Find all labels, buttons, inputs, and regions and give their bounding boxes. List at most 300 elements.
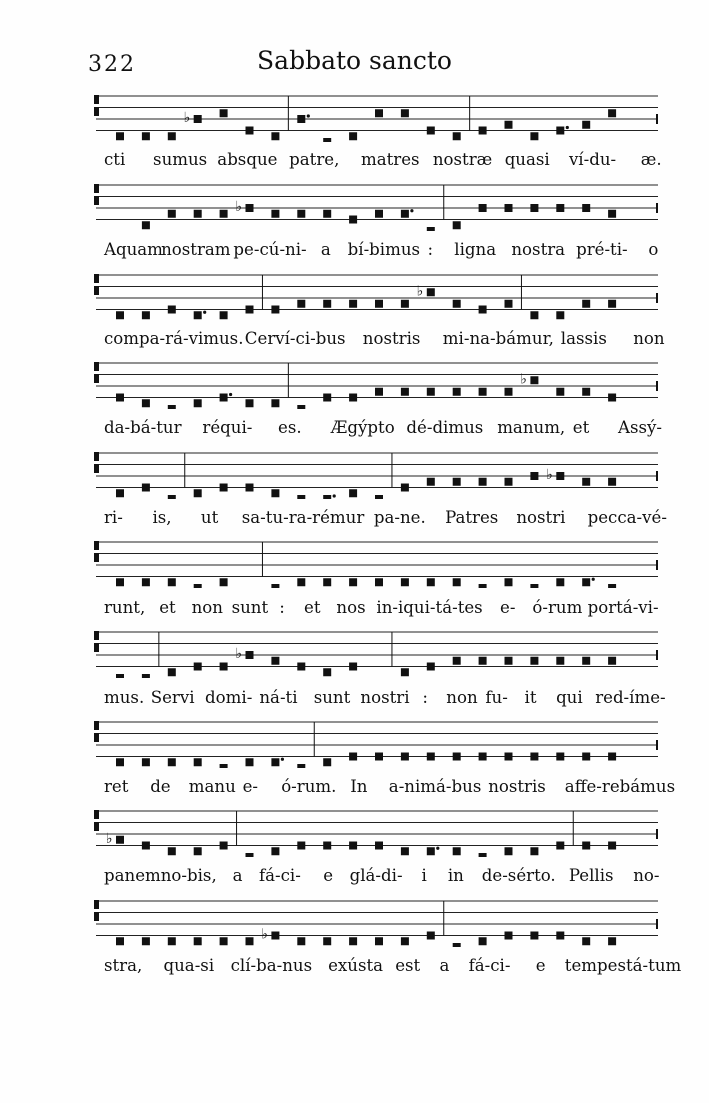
neume (142, 311, 150, 319)
lyric-syllable: ret (104, 777, 129, 796)
lyric-syllable: runt, (104, 598, 146, 617)
neume (582, 578, 595, 587)
neume (220, 663, 228, 671)
neume (427, 753, 435, 761)
neume (297, 578, 305, 586)
lyric-syllable: manum, (497, 418, 566, 437)
neume (297, 495, 305, 499)
neume (453, 221, 461, 229)
neume (453, 388, 461, 396)
neume (530, 132, 538, 140)
lyric-syllable: stra, (104, 956, 143, 975)
lyric-syllable: matres (361, 150, 420, 169)
neume (116, 489, 124, 497)
lyric-syllable: manu (188, 777, 236, 796)
neume (271, 210, 279, 218)
c-clef (94, 900, 99, 921)
neume (582, 842, 590, 850)
neume (297, 210, 305, 218)
neume (220, 484, 228, 492)
lyric-syllable: Assý- (618, 418, 662, 437)
running-head: Sabbato sancto (257, 46, 452, 75)
lyric-syllable: sumus (153, 150, 208, 169)
lyric-syllable: absque (217, 150, 278, 169)
lyric-syllable: e (323, 866, 334, 885)
neume (323, 300, 331, 308)
neume (608, 300, 616, 308)
lyric-syllable: de (150, 777, 171, 796)
lyric-syllable: a-nimá-bus (388, 777, 482, 796)
neume (505, 578, 513, 586)
neume (453, 943, 461, 947)
neume (220, 311, 228, 319)
neume (453, 753, 461, 761)
lyric-syllable: nostra (511, 240, 566, 259)
lyric-syllable: et (159, 598, 176, 617)
svg-text:♭: ♭ (106, 830, 113, 847)
neume (168, 847, 176, 855)
neume (116, 578, 124, 586)
lyric-syllable: e- (242, 777, 259, 796)
neume (323, 394, 331, 402)
lyric-syllable: qui (556, 688, 583, 707)
c-clef (94, 452, 99, 473)
lyric-syllable: qua-si (163, 956, 215, 975)
neume (246, 484, 254, 492)
neume (556, 842, 564, 850)
neume (142, 674, 150, 678)
lyric-syllable: et (304, 598, 321, 617)
neume (271, 657, 279, 665)
neume (427, 388, 435, 396)
lyric-syllable: : (422, 688, 428, 707)
chant-system (0, 359, 709, 448)
lyric-syllable: a (232, 866, 243, 885)
svg-text:♭: ♭ (235, 199, 243, 215)
neume (608, 842, 616, 850)
custos (656, 829, 658, 839)
neume (453, 300, 461, 308)
lyric-syllable: est (395, 956, 421, 975)
neume (194, 489, 202, 497)
neume (582, 300, 590, 308)
lyric-syllable: non (446, 688, 478, 707)
staff (0, 718, 709, 768)
svg-text:♭: ♭ (261, 926, 269, 943)
neume (608, 937, 616, 945)
neume (194, 758, 202, 766)
svg-text:♭: ♭ (520, 371, 528, 388)
lyric-syllable: glá-di- (349, 866, 403, 885)
neume (349, 937, 357, 945)
lyric-syllable: compa-rá-vimus. (104, 329, 244, 348)
neume (417, 283, 435, 299)
lyric-syllable: réqui- (202, 418, 253, 437)
neume (453, 578, 461, 586)
neume (556, 657, 564, 665)
neume (116, 674, 124, 678)
neume (168, 306, 176, 314)
lyric-syllable: da-bá-tur (104, 418, 182, 437)
neume (323, 578, 331, 586)
neume (236, 646, 254, 662)
svg-text:♭: ♭ (546, 467, 553, 483)
lyric-syllable: nostræ (432, 150, 493, 169)
c-clef (94, 362, 99, 383)
lyric-syllable: ó-rum. (281, 777, 337, 796)
neume (142, 937, 150, 945)
neume (297, 300, 305, 308)
neume (349, 842, 357, 850)
lyric-syllable: pa-ne. (373, 508, 426, 527)
neume (608, 109, 616, 117)
neume (479, 388, 487, 396)
neume (479, 853, 487, 857)
neume (505, 847, 513, 855)
neume (297, 405, 305, 409)
lyric-syllable: non (191, 598, 223, 617)
neume (246, 127, 254, 135)
lyric-syllable: ví-du- (568, 150, 617, 169)
neume (271, 489, 279, 497)
lyric-syllable: pré-ti- (576, 240, 628, 259)
neume (194, 663, 202, 671)
c-clef (94, 810, 99, 831)
lyric-syllable: cti (104, 150, 126, 169)
neume (375, 495, 383, 499)
neume (530, 847, 538, 855)
neume (427, 227, 435, 231)
lyric-syllable: nostri (360, 688, 410, 707)
neume (168, 937, 176, 945)
lyric-syllable: nostri (516, 508, 566, 527)
neume (323, 138, 331, 142)
neume (261, 927, 279, 943)
neume (246, 937, 254, 945)
staff (0, 92, 709, 142)
lyric-syllable: affe-rebámus (564, 777, 676, 796)
neume (582, 204, 590, 212)
lyric-syllable: lassis (560, 329, 607, 348)
custos (656, 114, 658, 124)
neume (246, 399, 254, 407)
neume (401, 388, 409, 396)
lyric-syllable: : (279, 598, 285, 617)
lyric-syllable: : (427, 240, 434, 259)
neume (530, 472, 538, 480)
neume (479, 306, 487, 314)
neume (556, 204, 564, 212)
lyric-syllable: no-bis, (160, 866, 217, 885)
neume (608, 584, 616, 588)
lyric-syllable: et (572, 418, 590, 437)
neume (505, 121, 513, 129)
neume (194, 937, 202, 945)
neume (530, 584, 538, 588)
neume (220, 109, 228, 117)
neume (194, 210, 202, 218)
lyric-syllable: fu- (485, 688, 508, 707)
lyric-syllable: a (320, 240, 331, 259)
lyric-syllable: domi- (205, 688, 253, 707)
neume (142, 758, 150, 766)
neume (168, 210, 176, 218)
neume (479, 753, 487, 761)
lyric-syllable: sunt (231, 598, 269, 617)
lyric-syllable: fá-ci- (468, 956, 511, 975)
neume (608, 753, 616, 761)
neume (520, 371, 538, 387)
lyric-syllable: bí-bimus (347, 240, 421, 259)
staff (0, 628, 709, 678)
neume (582, 121, 590, 129)
lyric-syllable: no- (633, 866, 660, 885)
neume (375, 300, 383, 308)
neume (168, 668, 176, 676)
lyric-syllable: e (535, 956, 546, 975)
neume (271, 306, 279, 314)
lyric-syllable: tempestá-tum (564, 956, 682, 975)
neume (479, 584, 487, 588)
neume (142, 221, 150, 229)
lyric-syllable: sunt (313, 688, 351, 707)
neume (479, 937, 487, 945)
neume (556, 578, 564, 586)
neume (453, 657, 461, 665)
neume (608, 478, 616, 486)
neume (142, 842, 150, 850)
neume (530, 753, 538, 761)
neume (582, 388, 590, 396)
lyric-syllable: e- (500, 598, 516, 617)
neume (556, 753, 564, 761)
svg-text:♭: ♭ (183, 110, 191, 126)
neume (220, 764, 228, 768)
custos (656, 560, 658, 570)
lyric-syllable: non (633, 329, 665, 348)
neume (401, 209, 414, 218)
custos (656, 293, 658, 303)
neume (401, 484, 409, 492)
lyric-syllable: nostris (362, 329, 421, 348)
neume (427, 932, 435, 940)
neume (608, 657, 616, 665)
neume (349, 663, 357, 671)
neume (194, 847, 202, 855)
lyric-syllable: nostram (161, 240, 231, 259)
neume (608, 394, 616, 402)
staff (0, 897, 709, 947)
neume (271, 847, 279, 855)
neume (401, 109, 409, 117)
lyric-syllable: portá-vi- (587, 598, 659, 617)
chant-system (0, 628, 709, 718)
staff (0, 181, 709, 231)
lyric-syllable: ut (200, 508, 219, 527)
chant-system (0, 538, 709, 628)
lyric-syllable: red-íme- (595, 688, 666, 707)
neume (116, 132, 124, 140)
neume (246, 853, 254, 857)
neume (375, 578, 383, 586)
neume (349, 753, 357, 761)
chant-system (0, 718, 709, 807)
neume (556, 311, 564, 319)
lyric-syllable: dé-dimus (406, 418, 484, 437)
neume (375, 842, 383, 850)
neume (505, 204, 513, 212)
neume (479, 478, 487, 486)
staff (0, 271, 709, 321)
neume (349, 216, 357, 224)
neume (505, 932, 513, 940)
neume (608, 210, 616, 218)
neume (246, 306, 254, 314)
neume (271, 584, 279, 588)
neume (323, 842, 331, 850)
lyric-syllable: Patres (445, 508, 499, 527)
custos (656, 381, 658, 391)
neume (220, 842, 228, 850)
neume (453, 132, 461, 140)
lyric-syllable: patre, (289, 150, 340, 169)
neume (168, 578, 176, 586)
neume (556, 388, 564, 396)
custos (656, 471, 658, 481)
lyric-syllable: Aquam (104, 240, 163, 259)
lyric-syllable: clí-ba-nus (230, 956, 313, 975)
lyric-syllable: æ. (640, 150, 662, 169)
chant-system (0, 449, 709, 538)
staff (0, 449, 709, 499)
neume (401, 578, 409, 586)
c-clef (94, 541, 99, 562)
neume (297, 937, 305, 945)
neume (297, 764, 305, 768)
custos (656, 650, 658, 660)
neume (530, 311, 538, 319)
lyric-syllable: Ægýpto (330, 418, 395, 437)
neume (505, 388, 513, 396)
neume (505, 657, 513, 665)
neume (427, 578, 435, 586)
neume (349, 394, 357, 402)
lyric-syllable: nos (336, 598, 366, 617)
neume (142, 399, 150, 407)
neume (375, 109, 383, 117)
lyric-syllable: nostris (488, 777, 546, 796)
lyric-syllable: ná-ti (259, 688, 298, 707)
neume (546, 467, 564, 483)
neume (271, 758, 284, 767)
neume (427, 847, 440, 856)
neume (116, 758, 124, 766)
lyric-syllable: ligna (454, 240, 497, 259)
staff (0, 807, 709, 857)
neume (375, 937, 383, 945)
neume (427, 663, 435, 671)
neume (427, 127, 435, 135)
c-clef (94, 274, 99, 295)
lyric-syllable: de-sérto. (481, 866, 556, 885)
neume (323, 494, 336, 499)
svg-text:♭: ♭ (235, 646, 243, 662)
neume (168, 758, 176, 766)
neume (323, 210, 331, 218)
lyric-syllable: in (447, 866, 464, 885)
lyric-syllable: Pellis (568, 866, 614, 885)
svg-text:♭: ♭ (416, 283, 424, 300)
neume (375, 210, 383, 218)
neume (349, 132, 357, 140)
neume (401, 753, 409, 761)
neume (271, 132, 279, 140)
neume (427, 478, 435, 486)
neume (530, 657, 538, 665)
neume (401, 937, 409, 945)
c-clef (94, 721, 99, 742)
chant-system (0, 271, 709, 359)
neume (323, 668, 331, 676)
neume (220, 578, 228, 586)
neume (401, 668, 409, 676)
lyric-syllable: pecca-vé- (587, 508, 667, 527)
c-clef (94, 95, 99, 116)
neume (142, 132, 150, 140)
neume (168, 495, 176, 499)
neume (194, 311, 207, 320)
neume (297, 663, 305, 671)
lyric-syllable: fá-ci- (258, 866, 301, 885)
neume (375, 753, 383, 761)
chant-system (0, 92, 709, 180)
neume (142, 484, 150, 492)
neume (271, 399, 279, 407)
neume (349, 578, 357, 586)
neume (349, 300, 357, 308)
c-clef (94, 631, 99, 652)
neume (323, 937, 331, 945)
neume (246, 758, 254, 766)
lyric-syllable: in-iqui-tá-tes (376, 598, 483, 617)
lyric-syllable: it (524, 688, 537, 707)
neume (116, 311, 124, 319)
neume (220, 210, 228, 218)
neume (401, 847, 409, 855)
neume (194, 399, 202, 407)
custos (656, 919, 658, 929)
neume (401, 300, 409, 308)
custos (656, 203, 658, 213)
lyric-syllable: i (421, 866, 427, 885)
lyric-syllable: panem (104, 866, 161, 885)
neume (349, 489, 357, 497)
neume (184, 110, 202, 126)
neume (505, 300, 513, 308)
page-number: 322 (88, 52, 136, 77)
neume (116, 937, 124, 945)
neume (582, 657, 590, 665)
staff (0, 538, 709, 588)
neume (297, 842, 305, 850)
neume (194, 584, 202, 588)
neume (168, 132, 176, 140)
lyric-syllable: ri- (104, 508, 123, 527)
neume (505, 478, 513, 486)
neume (479, 657, 487, 665)
neume (556, 932, 564, 940)
lyric-syllable: pe-cú-ni- (233, 240, 307, 259)
